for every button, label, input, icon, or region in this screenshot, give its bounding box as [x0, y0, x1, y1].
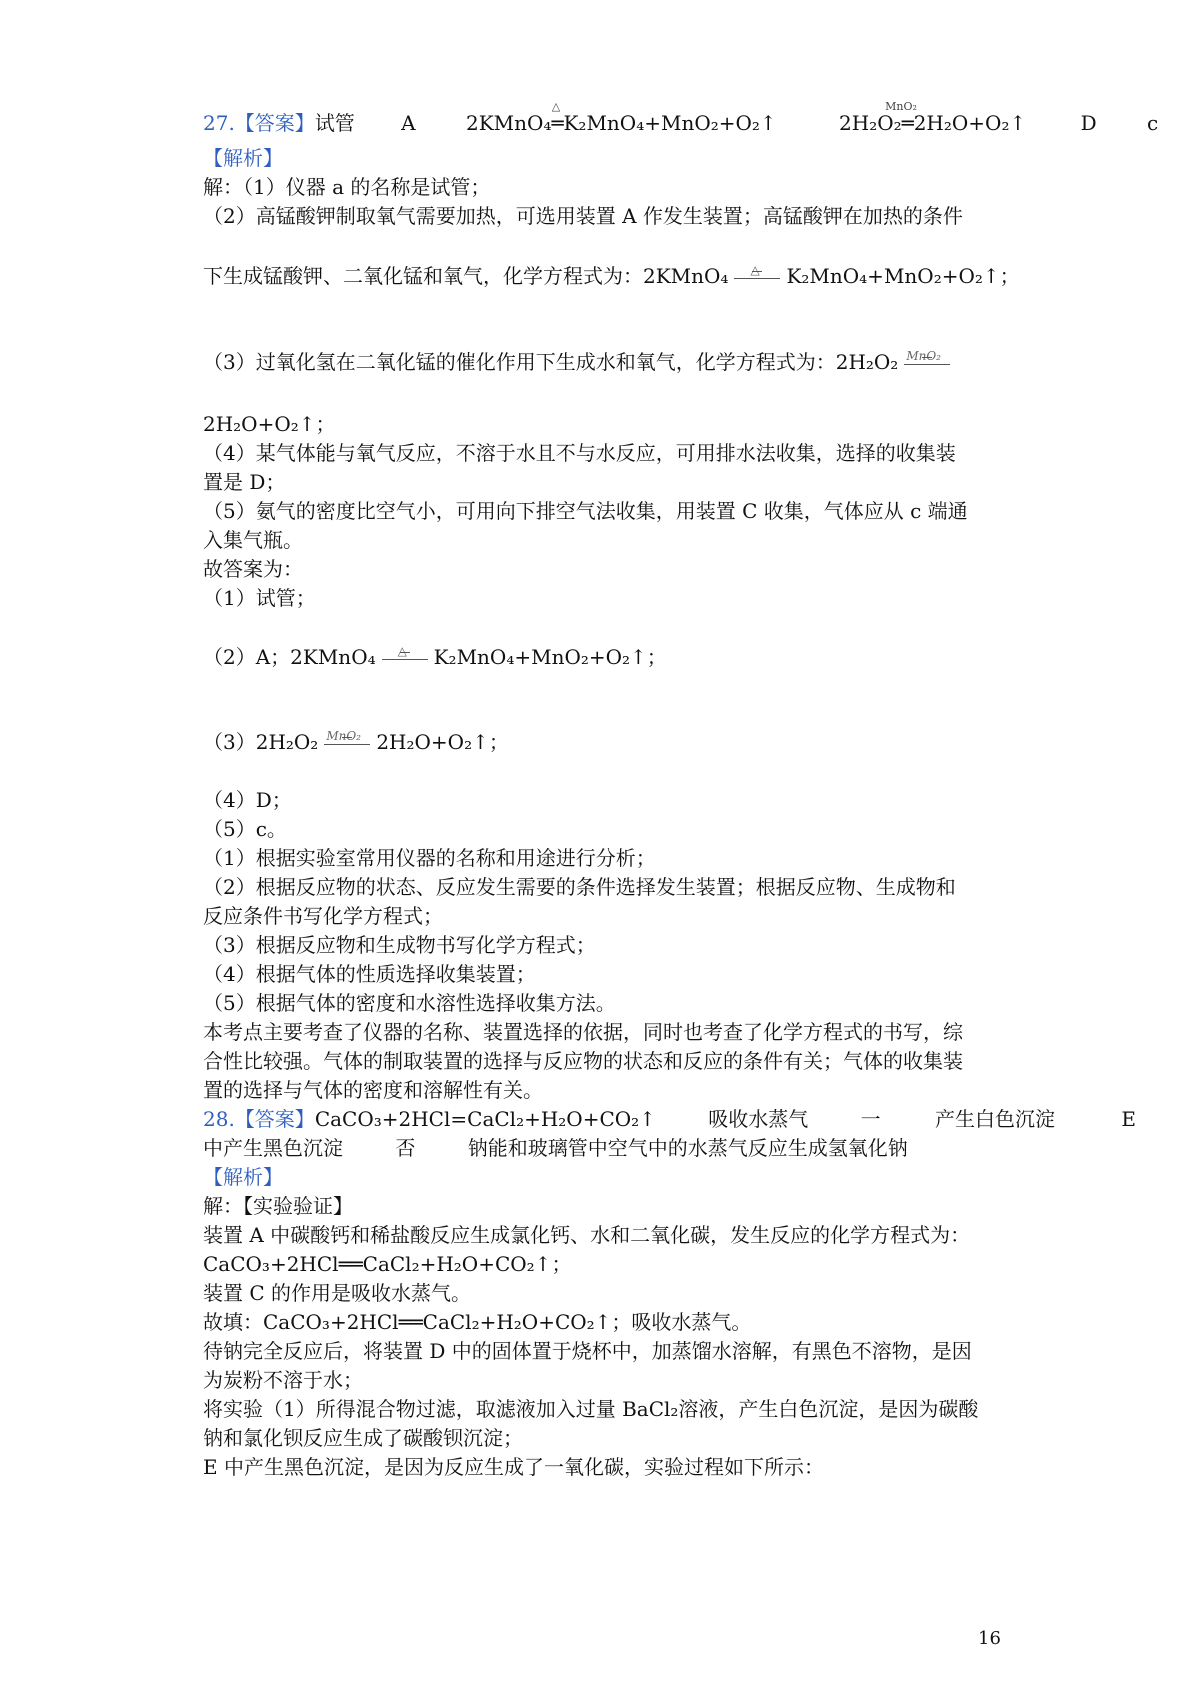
- reaction-bar: [324, 729, 370, 745]
- q28-answer-6: 否: [395, 1136, 416, 1160]
- q27-answer-8: c: [1146, 111, 1159, 135]
- page-number: 16: [978, 1628, 1001, 1649]
- q27-answer-eq2: 2H₂O₂ MnO₂ ═2H₂O+O₂↑: [839, 109, 1026, 137]
- reaction-bar: [904, 349, 950, 365]
- q27-line: （1）根据实验室常用仪器的名称和用途进行分析；: [203, 846, 656, 870]
- q27-line: （4）D；: [203, 788, 292, 812]
- q27-answer-7: D: [1080, 111, 1097, 135]
- q27-answer-head: 27.【答案】: [203, 111, 315, 135]
- q28-line: 为炭粉不溶于水；: [203, 1368, 363, 1392]
- reaction-bar: [734, 263, 780, 279]
- q27-line: （5）根据气体的密度和水溶性选择收集方法。: [203, 991, 616, 1015]
- q28-answer-7: 钠能和玻璃管中空气中的水蒸气反应生成氢氧化钠: [467, 1136, 908, 1160]
- q27-line: （2）根据反应物的状态、反应发生需要的条件选择发生装置；根据反应物、生成物和: [203, 875, 956, 899]
- q28-answer-5-cont: 中产生黑色沉淀: [203, 1136, 343, 1160]
- q27-equation-line: （2）A；2KMnO₄ △ K₂MnO₄+MnO₂+O₂↑；: [203, 643, 667, 671]
- q27-equation-line: （3）2H₂O₂ MnO₂ 2H₂O+O₂↑；: [203, 728, 509, 756]
- q28-line: E 中产生黑色沉淀，是因为反应生成了一氧化碳，实验过程如下所示：: [203, 1455, 824, 1479]
- q27-line: 置的选择与气体的密度和溶解性有关。: [203, 1078, 543, 1102]
- heat-condition: △: [750, 263, 760, 277]
- q27-answer-2: A: [401, 111, 416, 135]
- q27-line: （5）氨气的密度比空气小，可用向下排空气法收集，用装置 C 收集，气体应从 c 端通: [203, 499, 968, 523]
- q27-equation-line: 下生成锰酸钾、二氧化锰和氧气，化学方程式为：2KMnO₄ △ K₂MnO₄+MnO₂+O₂↑；: [203, 262, 1020, 290]
- q27-answer-eq1: 2KMnO₄ △ ═K₂MnO₄+MnO₂+O₂↑: [466, 109, 777, 137]
- reaction-bar: [382, 644, 428, 660]
- q28-line: CaCO₃+2HCl══CaCl₂+H₂O+CO₂↑；: [203, 1252, 572, 1276]
- q28-answer-4: 产生白色沉淀: [935, 1107, 1056, 1131]
- q28-answer-3: 一: [860, 1107, 881, 1131]
- q28-line: 钠和氯化钡反应生成了碳酸钡沉淀；: [203, 1426, 523, 1450]
- q28-answer-1: CaCO₃+2HCl=CaCl₂+H₂O+CO₂↑: [314, 1107, 656, 1131]
- q27-equation-line: （3）过氧化氢在二氧化锰的催化作用下生成水和氧气，化学方程式为：2H₂O₂ MnO₂: [203, 348, 956, 376]
- q28-line: 解：【实验验证】: [203, 1194, 353, 1218]
- q27-line: 合性比较强。气体的制取装置的选择与反应物的状态和反应的条件有关；气体的收集装: [203, 1049, 963, 1073]
- q27-line: 故答案为：: [203, 557, 303, 581]
- q28-answer-2: 吸收水蒸气: [708, 1107, 809, 1131]
- q27-line: （4）根据气体的性质选择收集装置；: [203, 962, 536, 986]
- q27-line: （1）试管；: [203, 586, 316, 610]
- q28-answer-head: 28.【答案】: [203, 1107, 315, 1131]
- q28-line: 故填：CaCO₃+2HCl══CaCl₂+H₂O+CO₂↑；吸收水蒸气。: [203, 1310, 752, 1334]
- q28-line: 装置 A 中碳酸钙和稀盐酸反应生成氯化钙、水和二氧化碳，发生反应的化学方程式为：: [203, 1223, 971, 1247]
- q27-line: （5）c。: [203, 817, 287, 841]
- catalyst-condition: MnO₂: [885, 100, 917, 113]
- heat-condition: △: [397, 644, 407, 658]
- q27-line: （3）根据反应物和生成物书写化学方程式；: [203, 933, 596, 957]
- q28-line: 装置 C 的作用是吸收水蒸气。: [203, 1281, 472, 1305]
- heat-condition: △: [551, 100, 561, 113]
- q28-analysis-head: 【解析】: [203, 1165, 283, 1189]
- q27-line: （2）高锰酸钾制取氧气需要加热，可选用装置 A 作发生装置；高锰酸钾在加热的条件: [203, 204, 963, 228]
- catalyst-condition: MnO₂: [326, 729, 361, 743]
- catalyst-condition: MnO₂: [906, 349, 941, 363]
- q28-answer-row: [203, 1105, 1136, 1133]
- q28-answer-row-2: [203, 1134, 908, 1162]
- q27-answer-row: [203, 100, 1159, 137]
- q27-line: 反应条件书写化学方程式；: [203, 904, 443, 928]
- q27-line: 置是 D；: [203, 470, 286, 494]
- q28-line: 待钠完全反应后，将装置 D 中的固体置于烧杯中，加蒸馏水溶解，有黑色不溶物，是因: [203, 1339, 972, 1363]
- q28-answer-5: E: [1121, 1107, 1136, 1131]
- q27-line: 解：（1）仪器 a 的名称是试管；: [203, 175, 491, 199]
- q28-line: 将实验（1）所得混合物过滤，取滤液加入过量 BaCl₂溶液，产生白色沉淀，是因为碳酸: [203, 1397, 979, 1421]
- q27-line: 2H₂O+O₂↑；: [203, 412, 336, 436]
- q27-line: 本考点主要考查了仪器的名称、装置选择的依据，同时也考查了化学方程式的书写，综: [203, 1020, 963, 1044]
- q27-line: 入集气瓶。: [203, 528, 303, 552]
- q27-line: （4）某气体能与氧气反应，不溶于水且不与水反应，可用排水法收集，选择的收集装: [203, 441, 956, 465]
- q27-analysis-head: 【解析】: [203, 146, 283, 170]
- q27-answer-1: 试管: [314, 111, 355, 135]
